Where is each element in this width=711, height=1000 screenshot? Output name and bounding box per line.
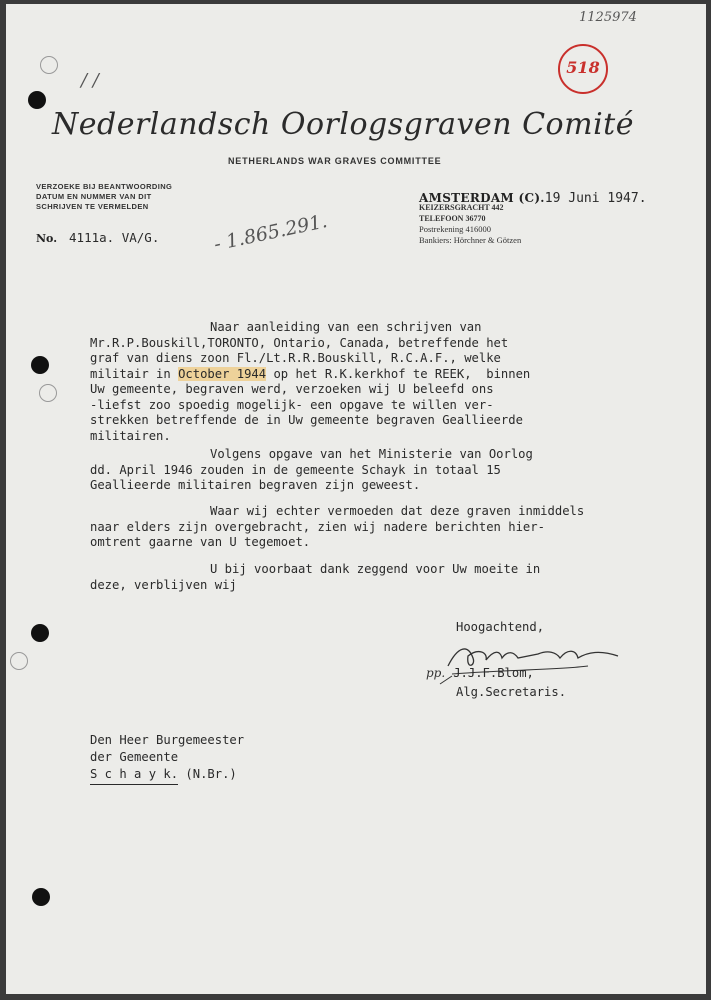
punch-hole bbox=[28, 91, 46, 109]
pencil-mark: / / bbox=[81, 70, 99, 91]
body-paragraph-2 bbox=[90, 447, 533, 494]
body-line: Naar aanleiding van een schrijven van bbox=[210, 320, 482, 334]
body-line: naar elders zijn overgebracht, zien wij nadere berichten hier- bbox=[90, 519, 545, 534]
punch-hole bbox=[31, 356, 49, 374]
addressee-line: der Gemeente bbox=[90, 750, 179, 764]
body-line: U bij voorbaat dank zeggend voor Uw moeite in bbox=[210, 562, 541, 576]
punch-hole bbox=[31, 624, 49, 642]
stamp-number: 518 bbox=[566, 58, 600, 77]
red-number-stamp bbox=[558, 44, 608, 94]
body-line: dd. April 1946 zouden in de gemeente Schayk in totaal 15 bbox=[90, 462, 501, 477]
body-paragraph-1 bbox=[90, 320, 530, 444]
address-line: TELEFOON 36770 bbox=[419, 214, 486, 223]
body-line: strekken betreffende de in Uw gemeente begraven Geallieerde bbox=[90, 413, 523, 427]
reply-note-line: DATUM EN NUMMER VAN DIT bbox=[36, 192, 152, 201]
addressee-line: Den Heer Burgemeester bbox=[90, 733, 245, 747]
body-line: Geallieerde militairen begraven zijn geweest. bbox=[90, 478, 421, 492]
pencil-annotation: - 1.865.291. bbox=[212, 210, 330, 256]
punch-hole-outline bbox=[10, 652, 28, 670]
reply-note-line: SCHRIJVEN TE VERMELDEN bbox=[36, 202, 149, 211]
addressee-line bbox=[90, 766, 244, 783]
signatory-line bbox=[426, 664, 534, 682]
reference-value: 4111a. VA/G. bbox=[69, 230, 160, 245]
letter-date: 19 Juni 1947. bbox=[544, 191, 647, 206]
letter-page bbox=[6, 4, 706, 994]
addressee-place: S c h a y k. bbox=[90, 767, 178, 785]
signatory-name: J.J.F.Blom, bbox=[453, 666, 534, 680]
address-line: KEIZERSGRACHT 442 bbox=[419, 203, 504, 212]
body-paragraph-3 bbox=[90, 504, 584, 551]
body-line: Waar wij echter vermoeden dat deze graven inmiddels bbox=[210, 504, 585, 518]
body-line: omtrent gaarne van U tegemoet. bbox=[90, 535, 311, 549]
address-line: Postrekening 416000 bbox=[419, 224, 492, 234]
letterhead-subtitle: NETHERLANDS WAR GRAVES COMMITTEE bbox=[228, 156, 442, 166]
body-line: -liefst zoo spoedig mogelijk- een opgave te willen ver- bbox=[90, 397, 494, 412]
punch-hole bbox=[32, 888, 50, 906]
body-paragraph-4 bbox=[90, 562, 540, 593]
address-line: Bankiers: Hörchner & Götzen bbox=[419, 235, 522, 245]
addressee-region: (N.Br.) bbox=[185, 767, 237, 781]
punch-hole-outline bbox=[40, 56, 58, 74]
body-line: Uw gemeente, begraven werd, verzoeken wij U beleefd ons bbox=[90, 382, 494, 396]
signatory-role: Alg.Secretaris. bbox=[456, 685, 567, 699]
reply-note-line: VERZOEKE BIJ BEANTWOORDING bbox=[36, 182, 173, 191]
body-line: militairen. bbox=[90, 428, 171, 443]
body-line: deze, verblijven wij bbox=[90, 577, 237, 592]
punch-hole-outline bbox=[39, 384, 57, 402]
letterhead-title: Nederlandsch Oorlogsgraven Comité bbox=[52, 107, 634, 142]
place-prefix: AMSTERDAM (C). bbox=[419, 191, 545, 205]
pp-mark: pp. bbox=[426, 666, 446, 680]
addressee bbox=[90, 732, 244, 783]
reference-number bbox=[36, 229, 159, 247]
highlighted-date: October 1944 bbox=[178, 366, 267, 381]
body-text: op het R.K.kerkhof te REEK, binnen bbox=[266, 366, 531, 381]
reference-label: No. bbox=[36, 232, 58, 245]
letterhead-address bbox=[419, 202, 521, 246]
body-line: graf van diens zoon Fl./Lt.R.R.Bouskill, R.C.A.F., welke bbox=[90, 351, 501, 365]
body-line: Volgens opgave van het Ministerie van Oorlog bbox=[210, 447, 533, 461]
body-line bbox=[90, 367, 530, 383]
body-line: Mr.R.P.Bouskill,TORONTO, Ontario, Canada, betreffende het bbox=[90, 335, 509, 350]
body-text: militair in bbox=[90, 366, 179, 381]
closing-greeting: Hoogachtend, bbox=[456, 620, 545, 634]
reply-note bbox=[36, 182, 172, 212]
archive-number: 1125974 bbox=[579, 10, 637, 25]
